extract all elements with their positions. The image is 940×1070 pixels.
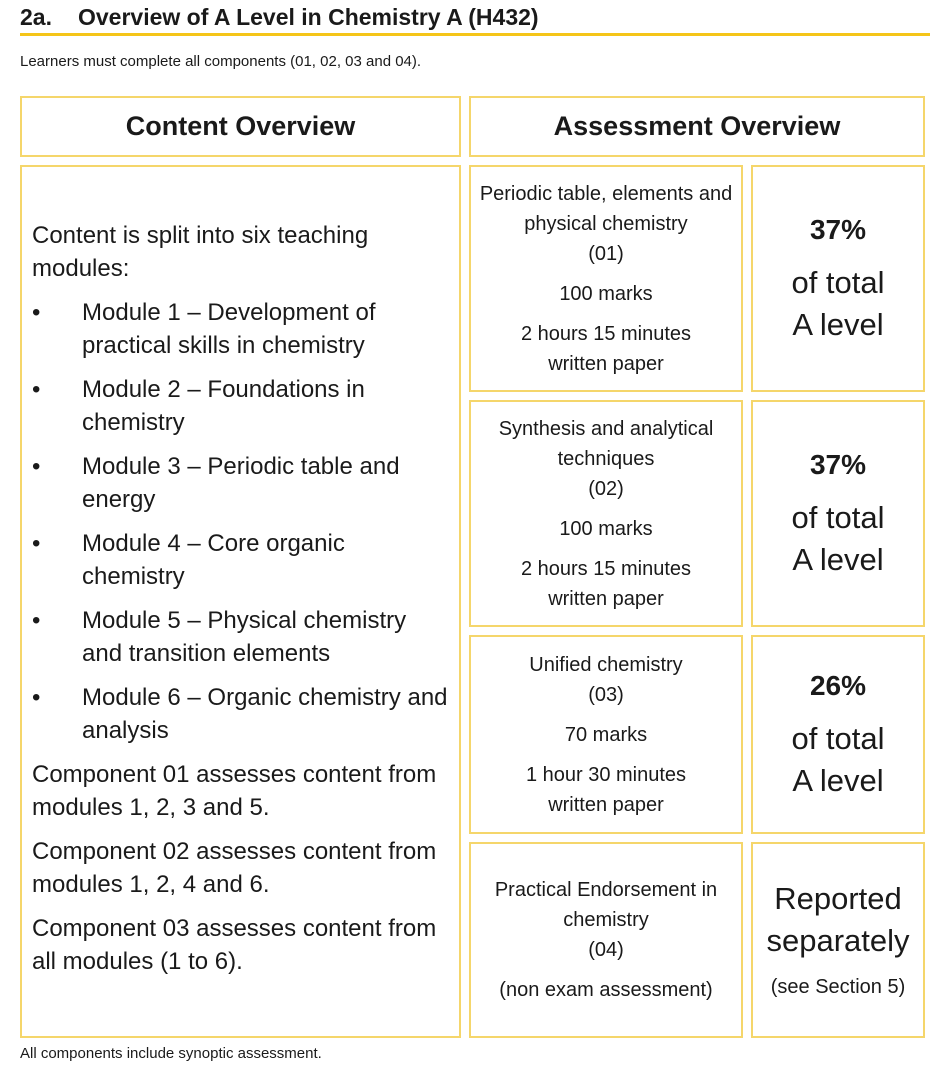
component-format: (non exam assessment): [499, 979, 713, 1001]
section-number: 2a.: [20, 4, 52, 30]
component-note: Component 02 assesses content from modules 1, 2, 4 and 6.: [32, 838, 437, 898]
component-code: (04): [588, 939, 624, 961]
weight-label-line2: A level: [792, 541, 884, 577]
list-item: [32, 296, 449, 362]
component-format: written paper: [548, 352, 664, 375]
list-item: [32, 681, 449, 747]
component-02-box: [469, 400, 743, 627]
content-overview-header: Content Overview: [20, 96, 461, 157]
section-heading: [20, 2, 930, 36]
content-overview-panel: [20, 165, 461, 1038]
component-02-weight: [751, 400, 925, 627]
component-04-weight: [751, 842, 925, 1038]
bullet-icon: •: [32, 453, 41, 480]
component-marks: 70 marks: [564, 723, 648, 746]
component-03-weight: [751, 635, 925, 834]
component-marks: 100 marks: [559, 517, 653, 540]
module-text: Module 4 – Core organic chemistry: [82, 530, 345, 590]
bullet-icon: •: [32, 376, 41, 403]
component-format: written paper: [548, 587, 664, 610]
module-text: Module 3 – Periodic table and energy: [82, 453, 400, 513]
component-code: (03): [588, 683, 624, 706]
component-note: Component 03 assesses content from all modules (1 to 6).: [32, 915, 437, 975]
reported-note: (see Section 5): [770, 976, 906, 998]
list-item: [32, 527, 449, 593]
weight-label-line2: A level: [792, 762, 884, 798]
weight-label-line2: A level: [792, 306, 884, 342]
reported-line1: Reported: [774, 881, 902, 916]
bullet-icon: •: [32, 607, 41, 634]
component-04-box: [469, 842, 743, 1038]
module-text: Module 6 – Organic chemistry and analysis: [82, 684, 448, 744]
weight-label-line1: of total: [791, 720, 885, 756]
component-name: Synthesis and analytical techniques: [498, 417, 714, 470]
section-intro: Learners must complete all components (01, 02, 03 and 04).: [20, 53, 422, 70]
weight-percent: 37%: [809, 448, 867, 480]
content-intro: Content is split into six teaching modules:: [32, 222, 369, 282]
module-text: Module 1 – Development of practical skills in chemistry: [82, 299, 376, 359]
component-duration: 1 hour 30 minutes: [525, 763, 687, 786]
component-note: Component 01 assesses content from modules 1, 2, 3 and 5.: [32, 761, 437, 821]
component-name: Unified chemistry: [529, 653, 683, 676]
weight-percent: 26%: [809, 669, 867, 701]
component-code: (01): [588, 242, 624, 265]
component-03-box: [469, 635, 743, 834]
component-duration: 2 hours 15 minutes: [520, 322, 692, 345]
weight-label-line1: of total: [791, 264, 885, 300]
bullet-icon: •: [32, 299, 41, 326]
list-item: [32, 373, 449, 439]
bullet-icon: •: [32, 530, 41, 557]
list-item: [32, 604, 449, 670]
component-duration: 2 hours 15 minutes: [520, 557, 692, 580]
reported-line2: separately: [766, 923, 910, 958]
section-title: Overview of A Level in Chemistry A (H432): [78, 4, 539, 30]
bullet-icon: •: [32, 684, 41, 711]
footer-note: All components include synoptic assessment.: [20, 1045, 322, 1062]
weight-label-line1: of total: [791, 499, 885, 535]
component-format: written paper: [548, 793, 664, 816]
component-name: Practical Endorsement in chemistry: [494, 879, 718, 931]
assessment-overview-header: Assessment Overview: [469, 96, 925, 157]
module-text: Module 5 – Physical chemistry and transition elements: [82, 607, 407, 667]
component-code: (02): [588, 477, 624, 500]
component-01-weight: [751, 165, 925, 392]
component-name: Periodic table, elements and physical chemistry: [479, 182, 733, 235]
module-text: Module 2 – Foundations in chemistry: [82, 376, 365, 436]
list-item: [32, 450, 449, 516]
component-marks: 100 marks: [559, 282, 653, 305]
component-01-box: [469, 165, 743, 392]
module-list: [32, 296, 449, 747]
weight-percent: 37%: [809, 213, 867, 245]
